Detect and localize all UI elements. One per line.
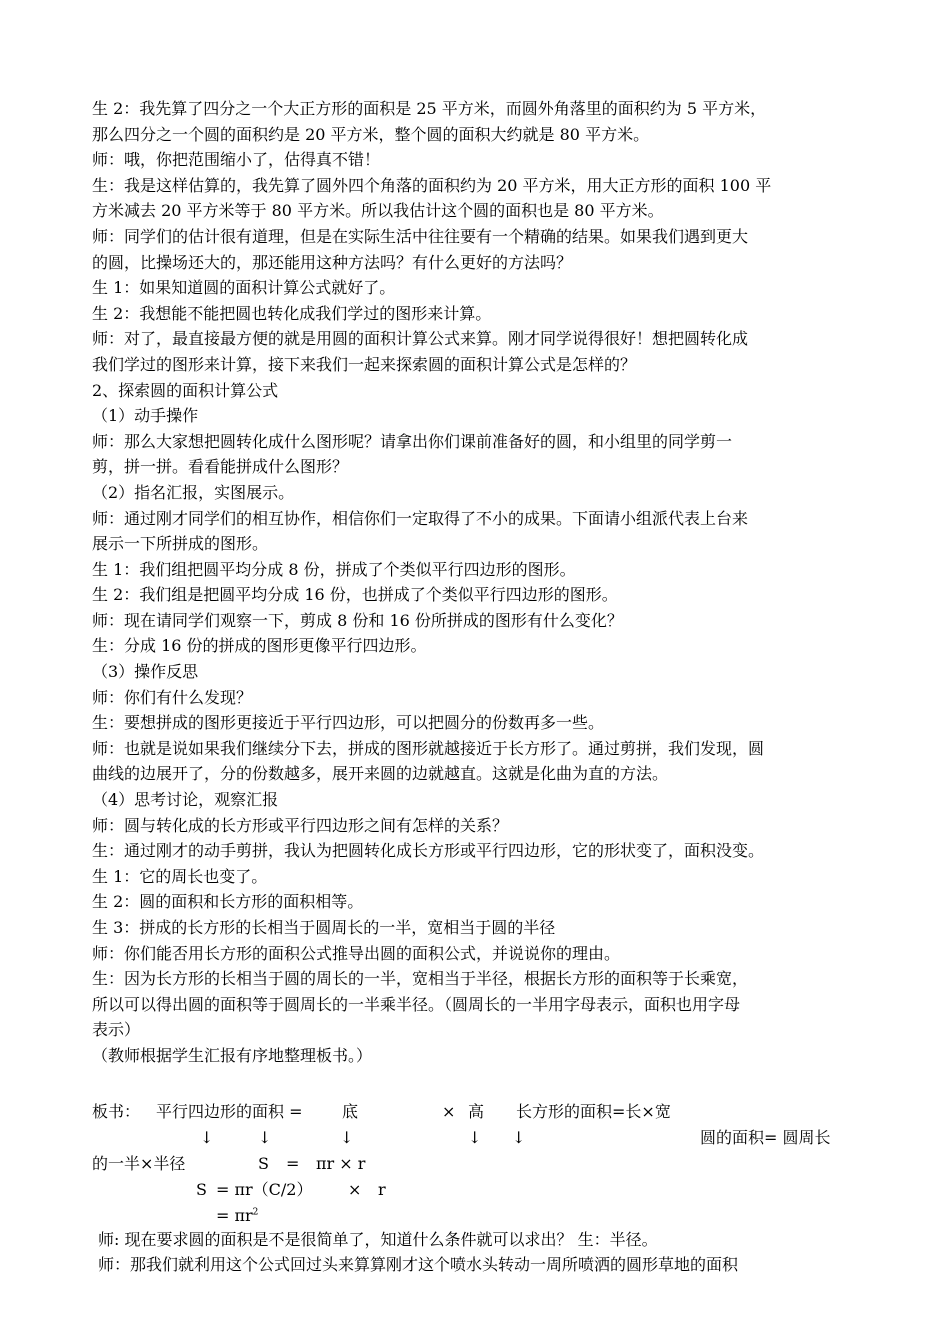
- s-symbol: S: [258, 1153, 269, 1173]
- text-line: 的圆，比操场还大的，那还能用这种方法吗？有什么更好的方法吗？: [92, 252, 573, 272]
- text-line: 师：同学们的估计很有道理，但是在实际生活中往往要有一个精确的结果。如果我们遇到更大: [92, 226, 749, 246]
- half-radius-text: 的一半×半径: [92, 1153, 186, 1173]
- board-label: 板书：: [92, 1101, 141, 1121]
- r-symbol: r: [378, 1179, 386, 1199]
- arrow-down-icon: ↓: [258, 1127, 272, 1147]
- text-line: 剪，拼一拼。看看能拼成什么图形？: [92, 457, 349, 477]
- arrow-down-icon: ↓: [200, 1127, 214, 1147]
- s-symbol: S: [196, 1179, 207, 1199]
- text-line: 生：要想拼成的图形更接近于平行四边形，可以把圆分的份数再多一些。: [92, 713, 605, 733]
- circle-area-formula: 圆的面积= 圆周长: [700, 1127, 831, 1147]
- text-line: 生 2：我想能不能把圆也转化成我们学过的图形来计算。: [92, 303, 492, 323]
- base-text: 底: [342, 1101, 359, 1121]
- arrow-down-icon: ↓: [512, 1127, 526, 1147]
- height-text: 高: [468, 1101, 485, 1121]
- text-line: 生：分成 16 份的拼成的图形更像平行四边形。: [92, 636, 427, 656]
- text-line: 展示一下所拼成的图形。: [92, 534, 269, 554]
- spacer: [92, 1069, 862, 1099]
- parallelogram-formula: 平行四边形的面积 =: [156, 1101, 303, 1121]
- times-sign: ×: [348, 1179, 362, 1199]
- pi-r-c-half: = πr（C/2）: [216, 1179, 313, 1199]
- text-line: 生：我是这样估算的，我先算了圆外四个角落的面积约为 20 平方米，用大正方形的面积 100 平: [92, 175, 772, 195]
- times-sign: ×: [442, 1101, 456, 1121]
- text-line: 师: 现在要求圆的面积是不是很简单了，知道什么条件就可以求出？ 生：半径。: [98, 1229, 658, 1249]
- text-line: （1）动手操作: [92, 406, 199, 426]
- text-line: 生 1：如果知道圆的面积计算公式就好了。: [92, 278, 396, 298]
- text-line: 所以可以得出圆的面积等于圆周长的一半乘半径。（圆周长的一半用字母表示，面积也用字母: [92, 994, 741, 1014]
- text-line: 2、探索圆的面积计算公式: [92, 380, 279, 400]
- text-line: 生 2：我们组是把圆平均分成 16 份，也拼成了个类似平行四边形的图形。: [92, 585, 618, 605]
- text-line: 生：通过刚才的动手剪拼，我认为把圆转化成长方形或平行四边形，它的形状变了，面积没变。: [92, 841, 765, 861]
- arrow-down-icon: ↓: [468, 1127, 482, 1147]
- text-line: 生 2：圆的面积和长方形的面积相等。: [92, 892, 364, 912]
- text-line: （4）思考讨论，观察汇报: [92, 790, 279, 810]
- text-line: 师：也就是说如果我们继续分下去，拼成的图形就越接近于长方形了。通过剪拼，我们发现，圆: [92, 738, 765, 758]
- closing-text: [92, 1227, 862, 1278]
- blackboard-notes: [92, 1099, 862, 1227]
- pi-r-squared: = $\pi r^2$: [216, 1205, 259, 1225]
- text-line: 生 1：它的周长也变了。: [92, 866, 268, 886]
- arrow-down-icon: ↓: [340, 1127, 354, 1147]
- pi-r-times-r: πr × r: [316, 1153, 366, 1173]
- text-line: 师：对了，最直接最方便的就是用圆的面积计算公式来算。刚才同学说得很好！想把圆转化成: [92, 329, 749, 349]
- text-line: 师：那我们就利用这个公式回过头来算算刚才这个喷水头转动一周所喷洒的圆形草地的面积: [98, 1255, 739, 1275]
- text-line: 师：现在请同学们观察一下，剪成 8 份和 16 份所拼成的图形有什么变化？: [92, 610, 623, 630]
- text-line: （3）操作反思: [92, 662, 199, 682]
- text-line: 师：那么大家想把圆转化成什么图形呢？请拿出你们课前准备好的圆，和小组里的同学剪一: [92, 431, 733, 451]
- document-page: [92, 96, 862, 1278]
- exponent: 2: [252, 1207, 259, 1218]
- equals-sign: =: [286, 1153, 300, 1173]
- text-line: 表示）: [92, 1020, 141, 1040]
- text-line: 师：圆与转化成的长方形或平行四边形之间有怎样的关系？: [92, 815, 509, 835]
- text-line: 师：哦，你把范围缩小了，估得真不错！: [92, 150, 381, 170]
- text-line: 师：通过刚才同学们的相互协作，相信你们一定取得了不小的成果。下面请小组派代表上台来: [92, 508, 749, 528]
- text-line: （教师根据学生汇报有序地整理板书。）: [92, 1045, 373, 1065]
- text-line: 生 3：拼成的长方形的长相当于圆周长的一半，宽相当于圆的半径: [92, 918, 556, 937]
- text-line: 生 2：我先算了四分之一个大正方形的面积是 25 平方米，而圆外角落里的面积约为 5 平方米，: [92, 99, 767, 118]
- text-line: 生 1：我们组把圆平均分成 8 份，拼成了个类似平行四边形的图形。: [92, 559, 576, 579]
- text-line: 方米减去 20 平方米等于 80 平方米。所以我估计这个圆的面积也是 80 平方米。: [92, 201, 664, 221]
- text-line: 那么四分之一个圆的面积约是 20 平方米，整个圆的面积大约就是 80 平方米。: [92, 124, 650, 144]
- text-line: 师：你们能否用长方形的面积公式推导出圆的面积公式，并说说你的理由。: [92, 943, 621, 963]
- body-text: [92, 96, 862, 1069]
- text-line: 生：因为长方形的长相当于圆的周长的一半，宽相当于半径，根据长方形的面积等于长乘宽，: [92, 969, 749, 989]
- text-line: 我们学过的图形来计算，接下来我们一起来探索圆的面积计算公式是怎样的？: [92, 354, 637, 374]
- text-line: （2）指名汇报，实图展示。: [92, 482, 295, 502]
- text-line: 曲线的边展开了，分的份数越多，展开来圆的边就越直。这就是化曲为直的方法。: [92, 764, 669, 784]
- text-line: 师：你们有什么发现？: [92, 687, 253, 707]
- rectangle-formula: 长方形的面积=长×宽: [516, 1101, 671, 1121]
